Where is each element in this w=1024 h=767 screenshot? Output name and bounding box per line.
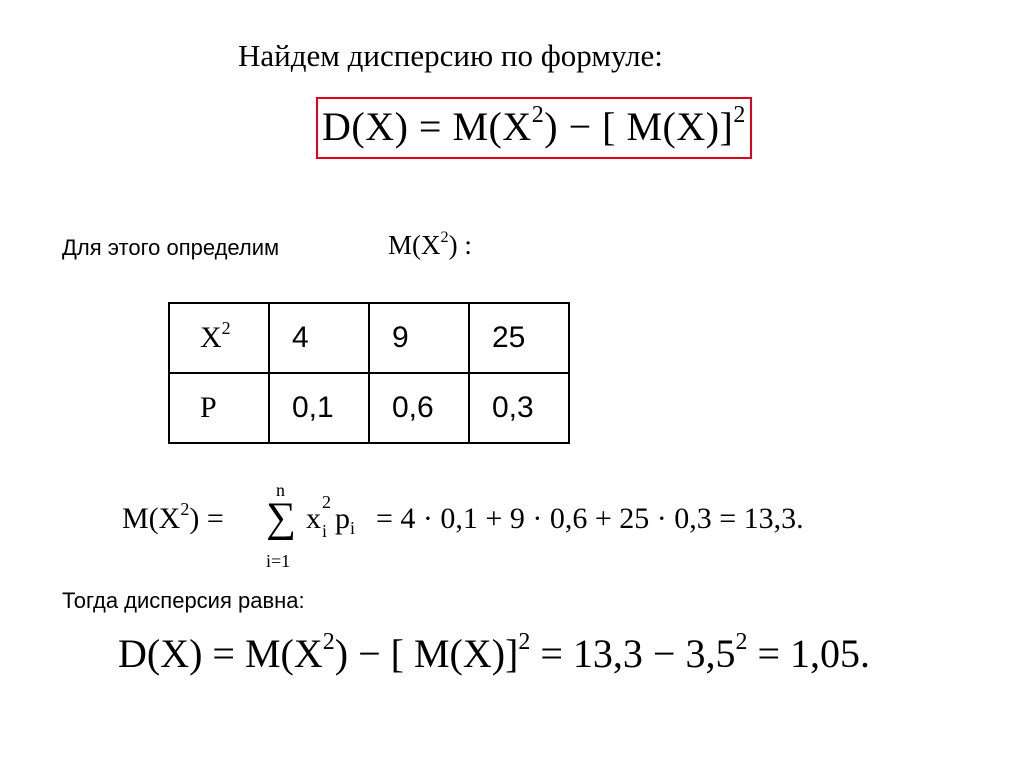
table-cell: 0,3 [469,373,569,443]
intro-expr-sup: 2 [440,227,449,246]
sum-term-x: x [306,502,321,535]
table-row-probabilities [169,373,569,443]
sum-lower-limit: i=1 [266,551,291,571]
mx2-lhs-part1: M(X [122,502,181,535]
final-part1: D(X) = M(X [118,631,323,676]
mx2-lhs [122,498,224,536]
mx2-lhs-part2: ) = [189,502,224,535]
final-variance-formula [118,630,870,677]
variance-formula-part2: ) − [ M(X)] [544,104,734,149]
variance-formula-sup1: 2 [531,102,545,128]
distribution-table [168,302,570,444]
final-part4: = 1,05. [747,631,871,676]
table-header-x2-sup: 2 [221,317,231,338]
table-cell: 9 [369,303,469,373]
page-heading: Найдем дисперсию по формуле: [238,38,663,73]
conclusion-label: Тогда дисперсия равна: [62,588,305,613]
intro-expression [388,227,472,261]
table-cell: 4 [269,303,369,373]
intro-label: Для этого определим [62,235,280,260]
sum-term [306,492,356,541]
intro-expr-part2: ) : [448,230,472,260]
mx2-lhs-sup: 2 [180,498,190,519]
sum-term-p-sub: i [350,518,356,539]
table-header-p: P [169,373,269,443]
table-header-x2-base: X [200,321,222,354]
variance-formula-sup2: 2 [733,102,746,128]
final-part2: ) − [ M(X)] [334,631,519,676]
variance-formula [322,103,746,150]
table-row-values [169,303,569,373]
final-sup3: 2 [735,629,748,655]
sum-term-x-sub: i [322,520,328,541]
sum-upper-limit: n [276,480,285,500]
sum-term-x-sup: 2 [322,492,331,513]
mx2-rhs: = 4 · 0,1 + 9 · 0,6 + 25 · 0,3 = 13,3. [376,502,804,535]
final-sup2: 2 [518,629,531,655]
table-cell: 0,6 [369,373,469,443]
variance-formula-part1: D(X) = M(X [322,104,532,149]
final-part3: = 13,3 − 3,5 [530,631,736,676]
sum-term-p: p [335,502,350,535]
table-header-x2 [169,303,269,373]
table-cell: 0,1 [269,373,369,443]
intro-expr-part1: M(X [388,230,441,260]
sum-sign: ∑ [266,495,296,541]
final-sup1: 2 [322,629,335,655]
table-cell: 25 [469,303,569,373]
